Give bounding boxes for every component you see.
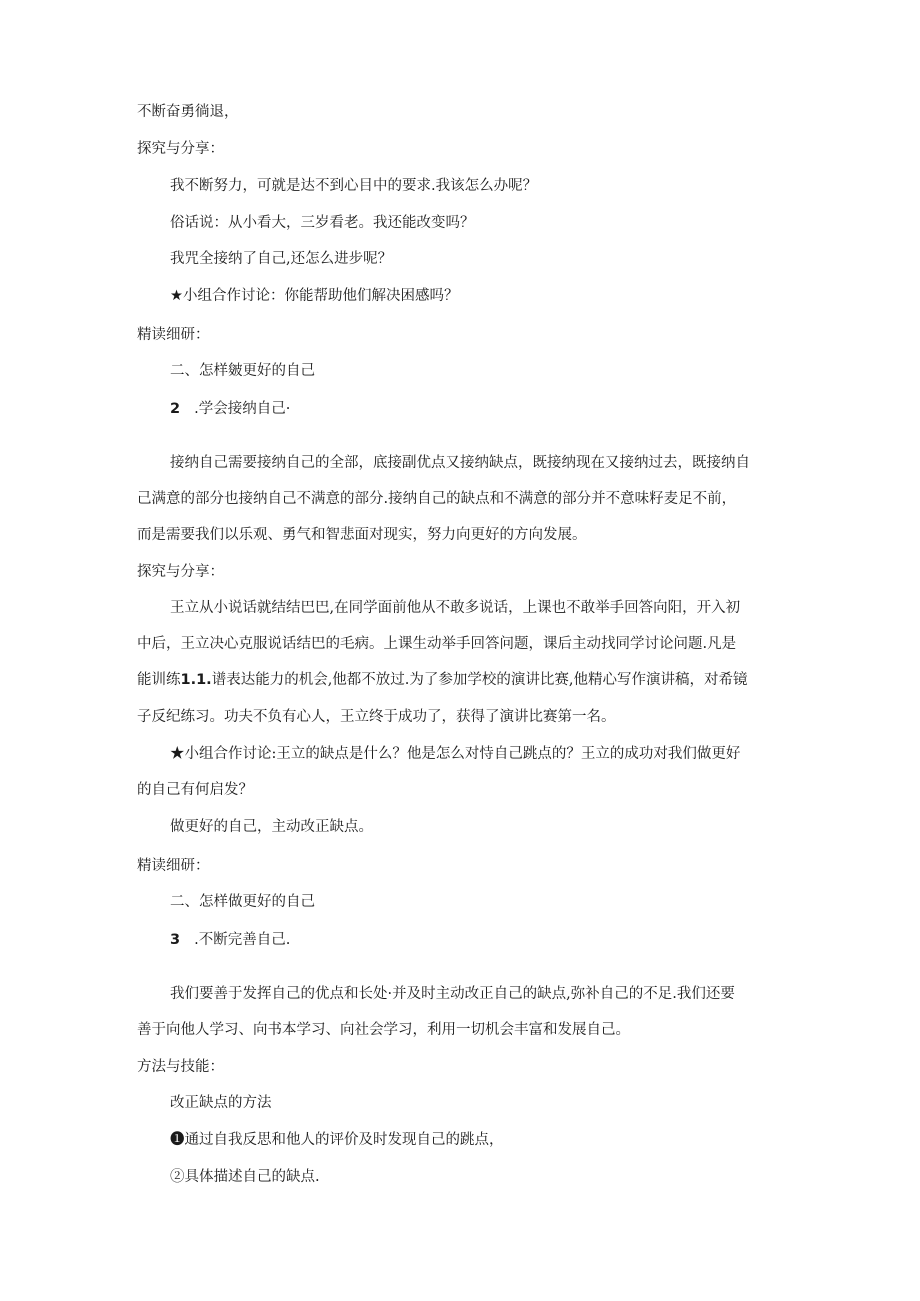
discussion-prompt: ★小组合作讨论：你能帮助他们解决困感吗？ <box>170 288 459 304</box>
section-heading: 探究与分享： <box>137 564 224 580</box>
text-span: 谱表达能力的机会,他都不放过.为了参加学校的演讲比赛,他精心写作演讲稿，对希镜 <box>211 672 748 688</box>
point-text: .学会接纳自己· <box>194 401 291 417</box>
discussion-prompt-cont: 的自己有何启发？ <box>137 782 253 798</box>
paragraph-line: 王立从小说话就结结巴巴,在同学面前他从不敢多说话，上课也不敢举手回答向阳，开入初 <box>170 600 741 616</box>
paragraph-line: 中后，王立决心克服说话结巴的毛病。上课生动举手回答问题，课后主动找同学讨论问题.凡是 <box>137 636 737 652</box>
subsection-title: 二、怎样做更好的自己 <box>170 894 315 910</box>
paragraph-line: 接纳自己需要接纳自己的全部，底接副优点又接纳缺点，既接纳现在又接纳过去，既接纳自 <box>170 455 750 471</box>
list-item: ❶通过自我反思和他人的评价及时发现自己的跳点， <box>170 1132 504 1148</box>
text-line: 我不断努力，可就是达不到心目中的要求.我该怎么办呢？ <box>170 178 538 194</box>
paragraph-line: 善于向他人学习、向书本学习、向社会学习，利用一切机会丰富和发展自己。 <box>137 1022 630 1038</box>
numbered-point <box>170 399 290 419</box>
text-line: 改正缺点的方法 <box>170 1095 272 1111</box>
subsection-title: 二、怎样皴更好的自己 <box>170 363 315 379</box>
paragraph-line: 我们要善于发挥自己的优点和长处·并及时主动改正自己的缺点,弥补自己的不足.我们还要 <box>170 986 735 1002</box>
point-text: .不断完善自己. <box>194 932 291 948</box>
paragraph-line <box>137 670 748 690</box>
paragraph-line: 己满意的部分也接纳自己不满意的部分.接纳自己的缺点和不满意的部分并不意味籽麦足不前， <box>137 491 737 507</box>
paragraph-line: 子反纪练习。功夫不负有心人，王立终于成功了，获得了演讲比赛第一名。 <box>137 709 616 725</box>
discussion-prompt: ★小组合作讨论:王立的缺点是什么？他是怎么对恃自己跳点的？王立的成功对我们做更好 <box>170 746 741 762</box>
text-line: 做更好的自己，主动改正缺点。 <box>170 819 373 835</box>
text-span: 能训练 <box>137 672 181 688</box>
list-item: ②具体描述自己的缺点. <box>170 1169 320 1185</box>
section-heading: 方法与技能： <box>137 1059 224 1075</box>
section-heading: 精读细研： <box>137 858 210 874</box>
text-line: 我咒全接纳了自己,还怎么进步呢？ <box>170 251 393 267</box>
text-line: 俗话说：从小看大，三岁看老。我还能改变吗？ <box>170 215 475 231</box>
inline-number: 1.1. <box>180 672 212 688</box>
section-heading: 精读细研： <box>137 327 210 343</box>
numbered-point <box>170 930 290 950</box>
point-number: 3 <box>170 932 181 948</box>
point-number: 2 <box>170 401 181 417</box>
text-line: 不断奋勇徜退， <box>137 104 239 120</box>
section-heading: 探究与分享： <box>137 141 224 157</box>
paragraph-line: 而是需要我们以乐观、勇气和智悲面对现实，努力向更好的方向发展。 <box>137 527 587 543</box>
